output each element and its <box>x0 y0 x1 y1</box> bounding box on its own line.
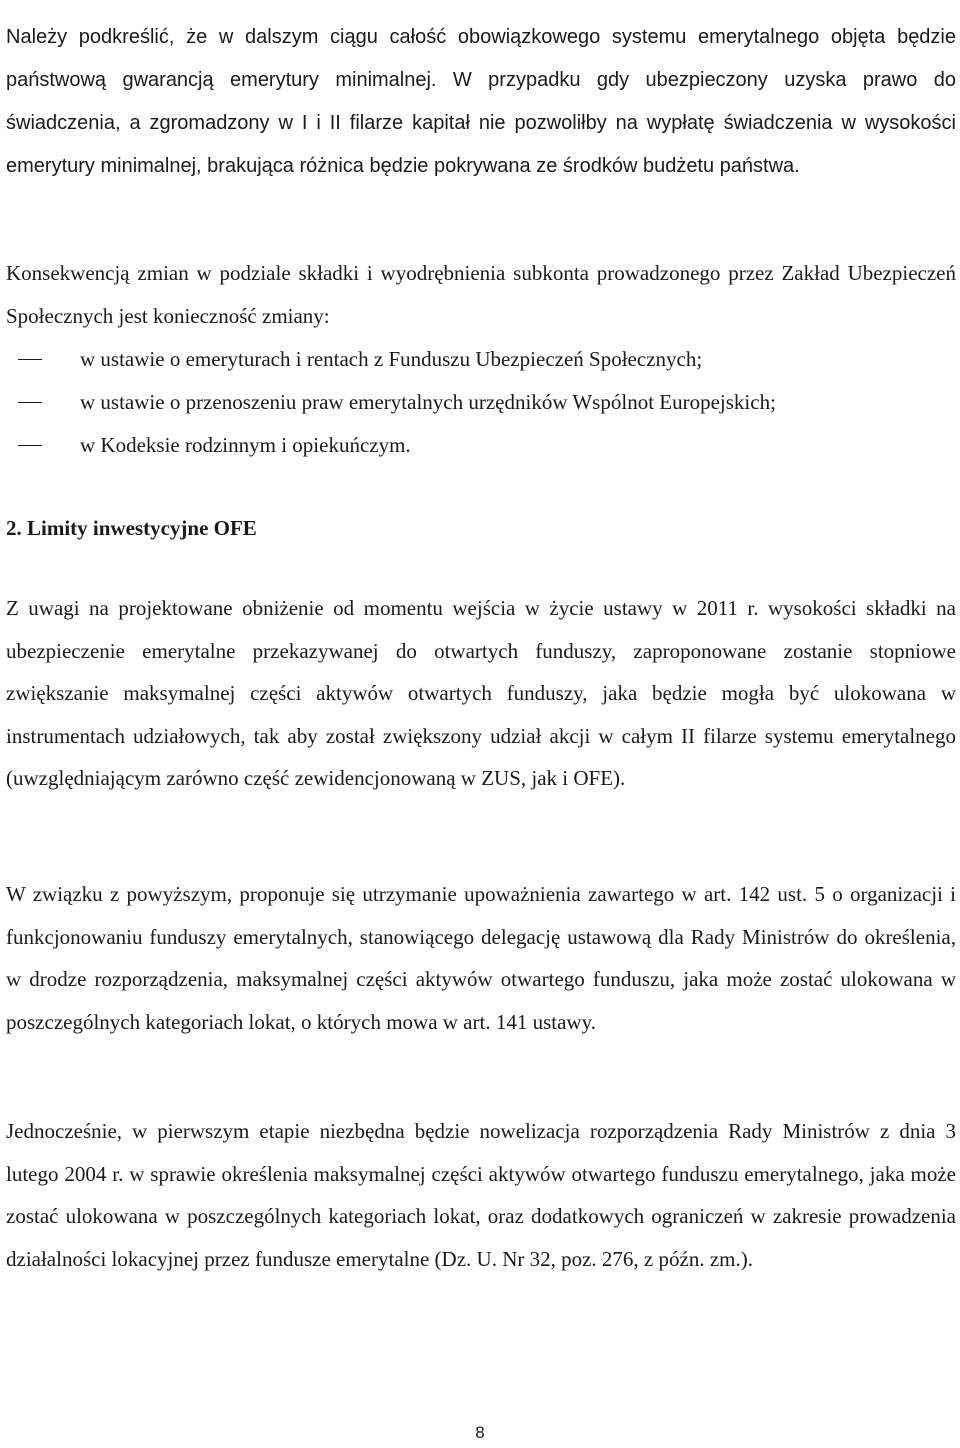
paragraph-regulation-amendment: Jednocześnie, w pierwszym etapie niezbędna będzie nowelizacja rozporządzenia Rady Ministrów z dnia 3 lutego 2004 r. w sprawie określenia maksymalnej części aktywów otwartego funduszu emerytalnego, jaka może zostać ulokowana w poszczególnych kategoriach lokat, oraz dodatkowych ograniczeń w zakresie prowadzenia działalności lokacyjnej przez fundusze emerytalne (Dz. U. Nr 32, poz. 276, z późn. zm.). <box>6 1119 956 1271</box>
list-item-text: w ustawie o emeryturach i rentach z Funduszu Ubezpieczeń Społecznych; <box>80 347 703 371</box>
list-item <box>6 381 956 424</box>
dash-bullet-icon <box>18 359 42 360</box>
list-item-text: w ustawie o przenoszeniu praw emerytalnych urzędników Wspólnot Europejskich; <box>80 390 776 414</box>
dash-bullet-icon <box>18 402 42 403</box>
dash-bullet-icon <box>18 445 42 446</box>
paragraph-required-amendments: Konsekwencją zmian w podziale składki i wyodrębnienia subkonta prowadzonego przez Zakład Ubezpieczeń Społecznych jest konieczność zmiany: <box>6 261 956 328</box>
page-number: 8 <box>475 1423 485 1442</box>
list-item <box>6 338 956 381</box>
section-heading: 2. Limity inwestycyjne OFE <box>6 516 257 540</box>
paragraph-minimum-pension-guarantee: Należy podkreślić, że w dalszym ciągu całość obowiązkowego systemu emerytalnego objęta będzie państwową gwarancją emerytury minimalnej. W przypadku gdy ubezpieczony uzyska prawo do świadczenia, a zgromadzony w I i II filarze kapitał nie pozwoliłby na wypłatę świadczenia w wysokości emerytury minimalnej, brakująca różnica będzie pokrywana ze środków budżetu państwa. <box>6 26 956 177</box>
amendments-list <box>6 338 956 467</box>
list-item <box>6 424 956 467</box>
paragraph-investment-limits: Z uwagi na projektowane obniżenie od momentu wejścia w życie ustawy w 2011 r. wysokości składki na ubezpieczenie emerytalne przekazywanej do otwartych funduszy, zaproponowane zostanie stopniowe zwiększanie maksymalnej części aktywów otwartych funduszy, jaka będzie mogła być ulokowana w instrumentach udziałowych, tak aby został zwiększony udział akcji w całym II filarze systemu emerytalnego (uwzględniającym zarówno część zewidencjonowaną w ZUS, jak i OFE). <box>6 596 956 791</box>
paragraph-delegation: W związku z powyższym, proponuje się utrzymanie upoważnienia zawartego w art. 142 ust. 5 o organizacji i funkcjonowaniu funduszy emerytalnych, stanowiącego delegację ustawową dla Rady Ministrów do określenia, w drodze rozporządzenia, maksymalnej części aktywów otwartego funduszu, jaka może zostać ulokowana w poszczególnych kategoriach lokat, o których mowa w art. 141 ustawy. <box>6 882 956 1034</box>
list-item-text: w Kodeksie rodzinnym i opiekuńczym. <box>80 433 411 457</box>
